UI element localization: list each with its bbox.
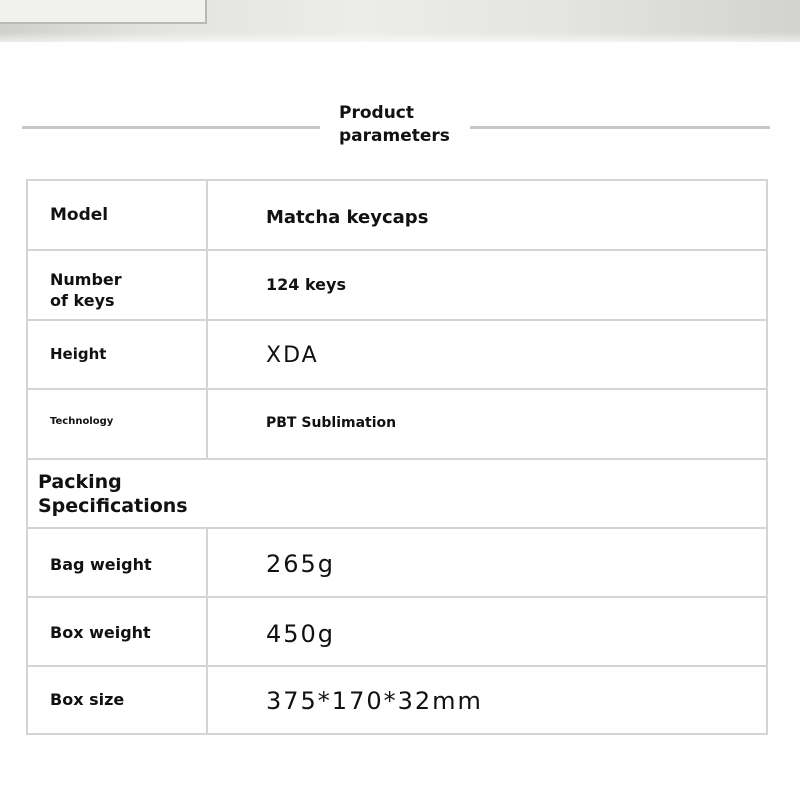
label-cell [28,321,208,388]
table-row-height [28,321,766,390]
section-heading-line-1: Product [339,103,414,123]
packing-title-line-1: Packing [38,471,122,493]
label-cell [28,598,208,665]
packing-section-title [38,470,188,518]
photo-paper-corner [0,0,207,24]
table-row-box-size [28,667,766,733]
product-photo-strip [0,0,800,42]
heading-divider-left [22,126,320,129]
value-number-of-keys: 124 keys [266,275,346,294]
label-cell [28,667,208,733]
label-box-weight: Box weight [50,623,151,642]
table-row-bag-weight [28,529,766,598]
label-box-size: Box size [50,690,125,709]
value-model: Matcha keycaps [266,207,429,228]
label-number-of-keys [50,269,122,311]
label-model: Model [50,205,109,225]
product-parameters-table [26,179,768,735]
label-cell [28,251,208,319]
section-heading-line-2: parameters [339,126,450,146]
packing-title-line-2: Specifications [38,495,188,517]
table-row-technology [28,390,766,460]
value-box-size: 375*170*32mm [266,687,483,715]
section-heading [339,102,469,148]
value-technology: PBT Sublimation [266,415,397,431]
packing-section-header [28,460,766,529]
label-bag-weight: Bag weight [50,555,152,574]
value-box-weight: 450g [266,620,336,648]
label-technology: Technology [50,416,114,427]
label-number-of-keys-line-1: Number [50,270,122,289]
table-row-number-of-keys [28,251,766,321]
table-row-box-weight [28,598,766,667]
value-bag-weight: 265g [266,550,336,578]
heading-divider-right [470,126,770,129]
label-height: Height [50,345,107,363]
label-cell [28,181,208,249]
table-row-model [28,181,766,251]
label-cell [28,529,208,596]
label-number-of-keys-line-2: of keys [50,291,115,310]
value-height: XDA [266,343,319,368]
label-cell [28,390,208,458]
